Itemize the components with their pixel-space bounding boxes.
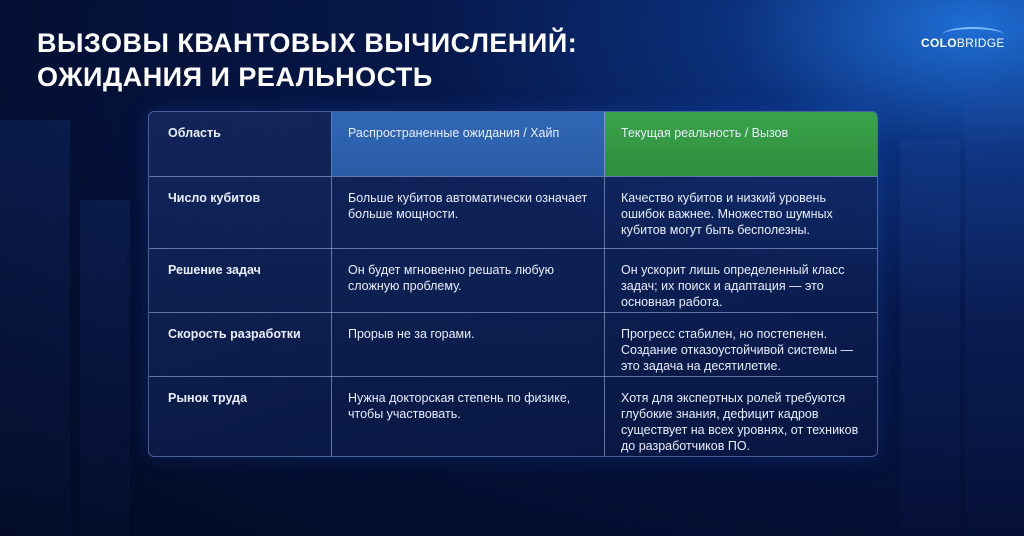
row-expectation: Он будет мгновенно решать любую сложную проблему. [332,249,605,313]
page-title [37,26,577,94]
page-title-line-2: ОЖИДАНИЯ И РЕАЛЬНОСТЬ [37,62,433,92]
row-expectation: Больше кубитов автоматически означает больше мощности. [332,177,605,249]
table-header-row [149,112,877,176]
row-reality: Он ускорит лишь определенный класс задач; их поиск и адаптация — это основная работа. [621,263,845,309]
table-row [149,376,877,457]
row-area: Рынок труда [149,377,332,457]
row-reality: Качество кубитов и низкий уровень ошибок важнее. Множество шумных кубитов могут быть бесполезны. [621,191,833,237]
row-area: Скорость разработки [149,313,332,377]
brand-logo [921,36,1005,50]
column-header-expectation: Распространенные ожидания / Хайп [332,112,605,176]
table-row [149,248,877,313]
table-row [149,176,877,249]
row-expectation: Прорыв не за горами. [332,313,605,377]
column-header-reality: Текущая реальность / Вызов [605,112,877,176]
row-area: Число кубитов [149,177,332,249]
comparison-table [148,111,878,457]
row-reality: Хотя для экспертных ролей требуются глубокие знания, дефицит кадров существует на всех уровнях, от техников до разработчиков ПО. [621,391,859,453]
row-reality: Прогресс стабилен, но постепенен. Создание отказоустойчивой системы — это задача на десятилетие. [621,327,854,373]
logo-text-bold: COLO [921,36,957,50]
row-area: Решение задач [149,249,332,313]
row-expectation: Нужна докторская степень по физике, чтобы участвовать. [332,377,605,457]
column-header-area: Область [149,112,332,176]
logo-text-light: BRIDGE [956,36,1005,50]
page-title-line-1: ВЫЗОВЫ КВАНТОВЫХ ВЫЧИСЛЕНИЙ: [37,28,578,58]
table-row [149,312,877,377]
